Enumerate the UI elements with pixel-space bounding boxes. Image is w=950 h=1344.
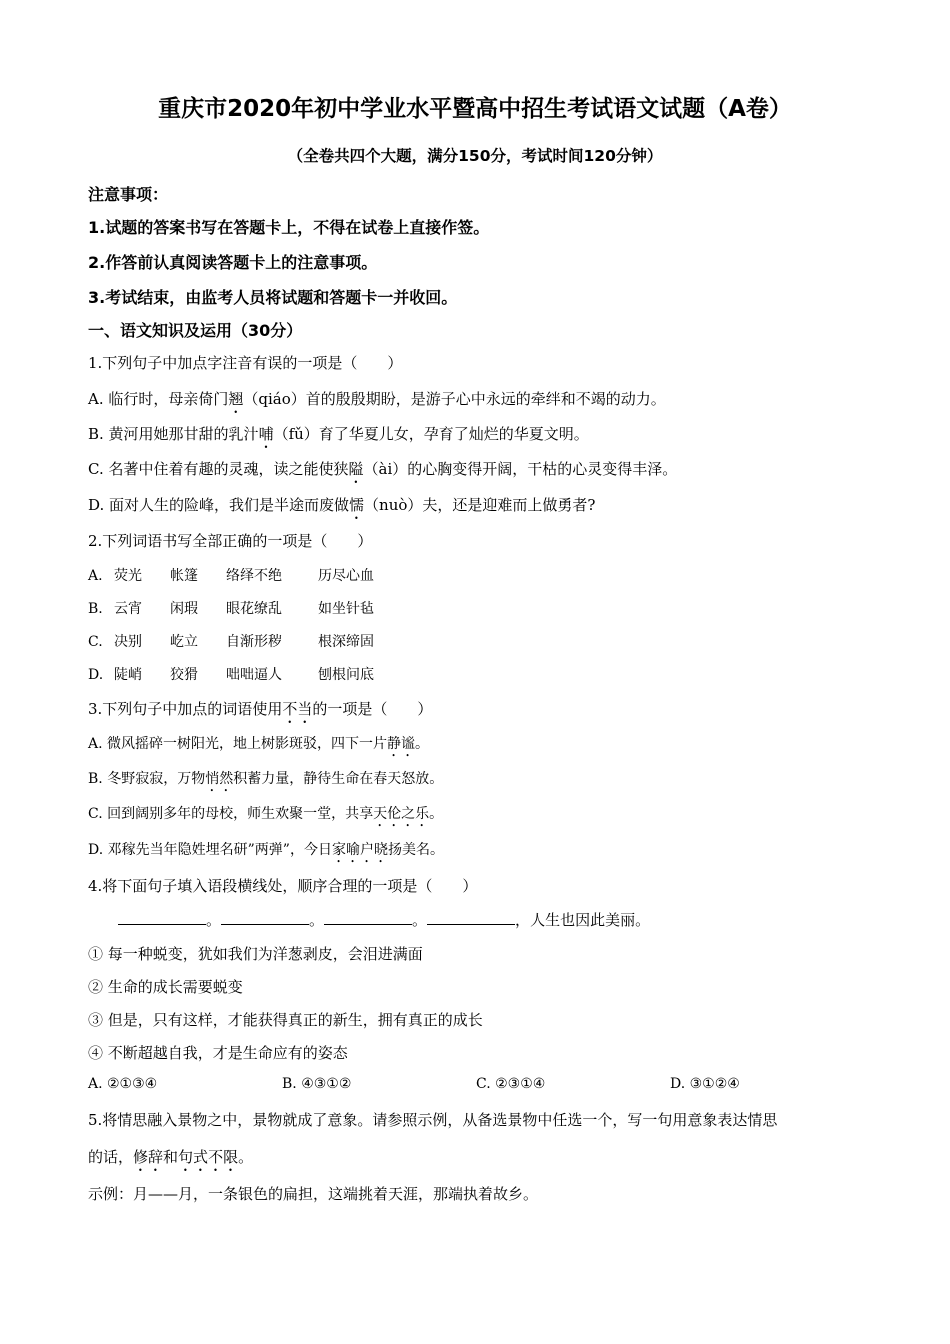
emphasis-word: 不当 [282, 700, 313, 718]
emphasis-word: 家喻户晓 [331, 842, 388, 858]
question-2-option-b: B. 云宵 闲瑕 眼花缭乱 如坐针毡 [88, 601, 374, 617]
emphasis-word: 句式 [178, 1148, 209, 1166]
question-3-option-c: C. 回到阔别多年的母校，师生欢聚一堂，共享天伦之乐。 [88, 806, 444, 822]
question-1-option-d: D. 面对人生的险峰，我们是半途而废做懦（nuò）夫，还是迎难而上做勇者? [88, 496, 596, 514]
question-1-stem: 1.下列句子中加点字注音有误的一项是（ ） [88, 354, 403, 372]
choice-a: A. ②①③④ [88, 1076, 158, 1092]
choice-c: C. ②③①④ [476, 1076, 546, 1092]
emphasis-word: 静谧 [387, 736, 416, 752]
question-2-option-a: A. 荧光 帐篷 络绎不绝 历尽心血 [88, 568, 374, 584]
question-4-sentence: ④ 不断超越自我，才是生命应有的姿态 [88, 1044, 348, 1062]
question-5-stem-cont: 的话，修辞和句式不限。 [88, 1148, 254, 1166]
question-3-option-a: A. 微风摇碎一树阳光，地上树影斑驳，四下一片静谧。 [88, 736, 430, 752]
question-4-sentence: ② 生命的成长需要蜕变 [88, 978, 243, 996]
page-title: 重庆市2020年初中学业水平暨高中招生考试语文试题（A卷） [158, 96, 792, 122]
question-3-option-d: D. 邓稼先当年隐姓埋名研”两弹”，今日家喻户晓扬美名。 [88, 842, 444, 858]
emphasis-word: 修辞 [133, 1148, 164, 1166]
emphasis-char: 哺 [258, 425, 274, 443]
question-5-example: 示例：月——月，一条银色的扁担，这端挑着天涯，那端执着故乡。 [88, 1185, 539, 1203]
notice-heading: 注意事项： [88, 185, 169, 204]
question-1-option-c: C. 名著中住着有趣的灵魂，读之能使狭隘（ài）的心胸变得开阔，干枯的心灵变得丰泽。 [88, 460, 678, 478]
notice-item: 1.试题的答案书写在答题卡上，不得在试卷上直接作签。 [88, 218, 490, 237]
question-4-stem: 4.将下面句子填入语段横线处，顺序合理的一项是（ ） [88, 877, 478, 895]
choice-b: B. ④③①② [282, 1076, 352, 1092]
emphasis-char: 隘 [348, 460, 364, 478]
question-1-option-b: B. 黄河用她那甘甜的乳汁哺（fǔ）育了华夏儿女，孕育了灿烂的华夏文明。 [88, 425, 589, 443]
emphasis-char: 翘 [228, 390, 244, 408]
blank-line [324, 910, 412, 925]
emphasis-char: 懦 [349, 496, 365, 514]
notice-item: 3.考试结束，由监考人员将试题和答题卡一并收回。 [88, 288, 458, 307]
question-2-stem: 2.下列词语书写全部正确的一项是（ ） [88, 532, 373, 550]
question-3-stem: 3.下列句子中加点的词语使用不当的一项是（ ） [88, 700, 433, 718]
question-1-option-a: A. 临行时，母亲倚门翘（qiáo）首的殷殷期盼，是游子心中永远的牵绊和不竭的动力。 [88, 390, 666, 408]
section-heading: 一、语文知识及运用（30分） [88, 321, 303, 340]
page-subtitle: （全卷共四个大题，满分150分，考试时间120分钟） [287, 147, 663, 165]
notice-item: 2.作答前认真阅读答题卡上的注意事项。 [88, 253, 378, 272]
emphasis-word: 不限 [208, 1148, 239, 1166]
question-2-option-d: D. 陡峭 狡猾 咄咄逼人 刨根问底 [88, 667, 374, 683]
question-5-stem: 5.将情思融入景物之中，景物就成了意象。请参照示例，从备选景物中任选一个，写一句用意象表达情思 [88, 1111, 778, 1129]
question-4-sentence: ③ 但是，只有这样，才能获得真正的新生，拥有真正的成长 [88, 1011, 483, 1029]
emphasis-word: 悄然 [205, 771, 234, 787]
question-4-choices [88, 1076, 740, 1092]
question-3-option-b: B. 冬野寂寂，万物悄然积蓄力量，静待生命在春天怒放。 [88, 771, 444, 787]
blank-line [221, 910, 309, 925]
question-4-sentence: ① 每一种蜕变，犹如我们为洋葱剥皮，会泪进满面 [88, 945, 423, 963]
question-4-blanks: 。 。 。 ，人生也因此美丽。 [118, 909, 650, 930]
blank-line [427, 910, 515, 925]
question-2-option-c: C. 决别 屹立 自渐形秽 根深缔固 [88, 634, 374, 650]
blank-line [118, 910, 206, 925]
emphasis-word: 天伦之乐 [373, 806, 430, 822]
choice-d: D. ③①②④ [670, 1076, 740, 1092]
